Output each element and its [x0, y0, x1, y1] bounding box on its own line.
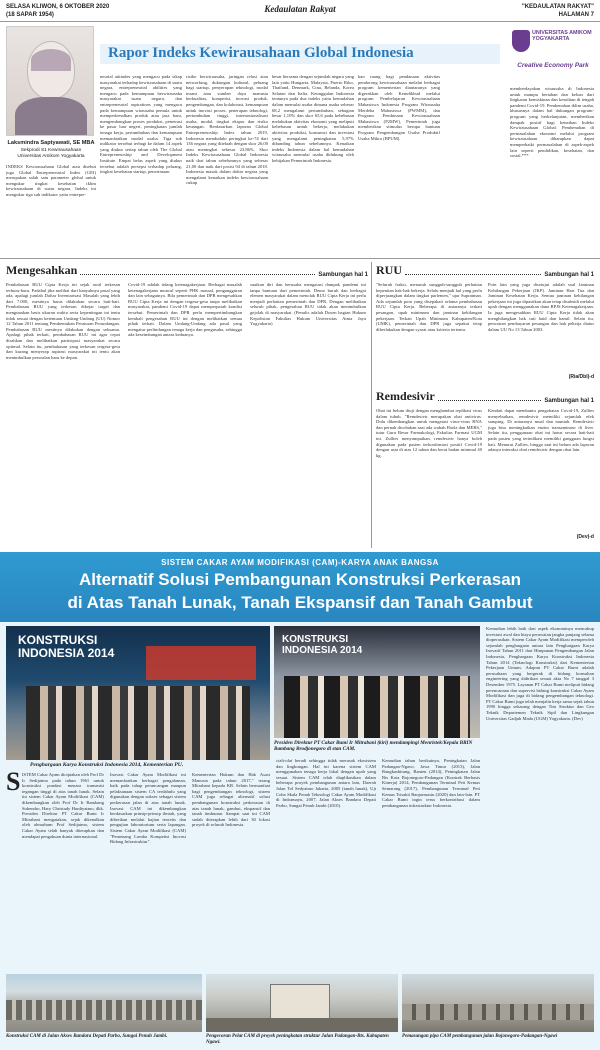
- slogan: "KEDAULATAN RAKYAT": [521, 4, 594, 10]
- title-leader: [405, 274, 541, 275]
- remdesivir-title: Remdesivir: [376, 389, 435, 403]
- author-role-1: Sekprodi S1 Kewirausahaan: [20, 148, 82, 153]
- site-caption-3: Pemasangan pipa CAM pembangunan jalan Bojonegoro-Padangan-Ngawi: [402, 1034, 558, 1039]
- site-photo-2: [206, 974, 398, 1032]
- ruu-header: [376, 262, 594, 278]
- left-article-header: [6, 262, 368, 278]
- title-leader: [80, 274, 315, 275]
- left-col-1: Pembahasan RUU Cipta Kerja ini sejak awal terkesan terburu-buru. Padahal jika melihat dari banyaknya pasal yang ada, apalagi jumlah Daftar Inventarisasi Masalah yang lebih dari 7.000, mestinya harus dilakukan secara hati-hati. Pembahasan RUU yang terkesan dikejar target dan mengunakan basis ukuran waktu serta kepentingan ini tentu tidak sesuai dengan ketentuan Undang-Undang (UU) Nomor 12 Tahun 2011 tentang Pembentukan Peraturan Perundangan. Pembahasan RUU mestinya dilakukan dengan seksama. Apalagi pihak terkait, pembahasan RUU ini agar cepat disahkan dan melibatkan partisipasi masyarakat secara optimal. Selain itu, pembahasan yang terkesan tergesa-gesa dan kurang menyerap aspirasi masyarakat ini tentu akan menimbulkan persoalan baru ke depan.: [6, 282, 120, 360]
- cam-col-5: Kemudian tahun berikutnya, Peningkatan Jalan Padangan-Ngawi, Jawa Timur (2013), Jalan Rangkasbitung, Banten (2014), Peningkatan Jalan Bts Kota Bojonegoro-Padangan (Kontrak Berbasis Kinerja) 2014, Pembangunan Terminal Peti Kemas Semarang (2017), Pembangunan Terminal Peti Kemas Trisakti Banjarmasin (2020) dan lain-lain. PT Cakar Bumi ingin terus berkontribusi dalam pembangunan infrastruktur Indonesia.: [382, 758, 480, 808]
- ruu-article: [376, 262, 594, 382]
- site-caption-1: Konstruksi CAM di Jalan Akses Bandara Depati Parbo, Sungai Penuh Jambi.: [6, 1034, 168, 1039]
- cam-col-3: Kementerian Hukum dan Hak Asasi Manusia pada tahun 2017," terang Mitrabani kepada KR. Selain bermanfaat bagi pengembangan teknologi, sistem CAM juga sebagai alternatif solusi pembangunan konstruksi perkerasan di atas tanah lunak, gambut, ekspansif dan tanah timbunan. Sampai saat ini CAM sudah diterapkan lebih dari 30 lokasi proyek di seluruh Indonesia.: [192, 772, 270, 828]
- dropcap: S: [6, 767, 21, 796]
- author-role: [4, 148, 98, 160]
- page-number: HALAMAN 7: [558, 12, 594, 18]
- ruu-tag: (Ria/Dbl)-d: [568, 374, 594, 380]
- remdesivir-col-2: Kendati dapat membantu pengobatan Covid-19, Zullies menyebutkan, remdesivir memiliki sejumlah efek samping. Di antaranya mual dan muntah. Remdesivir juga bisa meningkatkan enzim transaminase di liver. Selain itu, penggunaan obat ini harus secara hati-hati pada pasien yang terindikasi memiliki gangguan fungsi hati. Menurut Zullies, hingga saat ini belum ada laporan adanya interaksi obat remdesivir dengan obat lain.: [488, 408, 594, 453]
- remdesivir-header: [376, 388, 594, 404]
- top-col-3: besar bersama dengan sejumlah negara yang lain yaitu Hungaria, Malaysia, Puerto Riko, Thailand, Denmark, Cina, Belanda, Korea Selatan dan Italia. Keunggulan Indonesia tentunya pada dua indeks yaitu kemudahan dalam memulai usaha dimana usaha sebesar 68,2 mengalami pertumbuhan, sebagian besar 1,10% dan skor 65,6 pada kebebasan melakukan aktivitas ekonomi yang meliputi kebebasan untuk bekerja, melakukan aktivitas produksi, konsumsi dan investasi yang mengalami peningkatan 5,97% dibanding tahun sebelumnya. Kenaikan indeks Indonesia dalam hal kemudahan wirausaha memulai usaha didukung oleh kebijakan Pemerintah Indonesia.: [272, 74, 354, 163]
- cam-col-4: ciali-olat beradi sehingga tidak merusak ekosistem dan lingkungan. Hal ini karena sistem CAM menggunakan tenaga kerja lokal dengan upah yang sesuai. Sistem CAM telah diaplikasikan dalam beberapa proyek pembangunan antara lain, Daerah Jalan Tol Sedyatmo Jakarta, 2005 (tanah lunak), Uji Coba Skala Penuh Teknologi Cakar Ayam Modifikasi di Indramayu, 2007, Jalan Akses Bandara Depati Parbo, Sungai Penuh Jambi (2010).: [276, 758, 376, 808]
- author-role-2: Universitas Amikom Yogyakarta: [17, 154, 85, 159]
- author-name: Laksmindra Saptyawati, SE MBA: [7, 140, 95, 146]
- masthead: Kedaulatan Rakyat: [264, 4, 336, 14]
- cam-col-1: ISTEM Cakar Ayam diciptakan oleh Prof Dr Ir Sedijatmo pada tahun 1961 untuk konstruksi pondasi menara transmisi tegangan tinggi di atas tanah lunak. Selain itu sistem Cakar Ayam Modifikasi (CAM) dikembangkan oleh Prof Dr Ir Bambang Suhendro, Hary Christady Hardiyatmo, dkk. Presiden Direktur PT Cakar Bumi Ir Mitrabani mengatakan, sejak dikenalkan oleh almarhum Prof Sedijatmo, sistem Cakar Ayam telah banyak diterapkan dan mendapat pengakuan dunia internasional.: [22, 772, 104, 839]
- logo-name: UNIVERSITAS AMIKOM YOGYAKARTA: [532, 30, 592, 43]
- booth-photo: [274, 626, 480, 738]
- left-article-title: Mengesahkan: [6, 263, 78, 277]
- date-line-1: SELASA KLIWON, 6 OKTOBER 2020: [6, 4, 110, 10]
- top-col-1: neurial attitudes yang mengacu pada sikap masyarakat terhadap kewirausahaan di suatu negara, entrepreneurial abilities yang mengacu pada kemampuan berwirausaha masyarakat suatu negara, dan entrepreneurial aspirations yang mengacu pada kemampuan wirausaha pemula untuk memperkenalkan produk atau jasa baru, mengembangkan proses produksi, penetrasi ke pasar luar negeri, peningkatan jumlah tenaga kerja, pertumbuhan dan kemampuan memanfaatkan modal usaha. Tiga sub indikator tersebut terbagi ke dalam 14 aspek yang diukur setiap tahun oleh The Global Entrepreneurship and Development Institute. Empat belas aspek yang diukur tersebut adalah persepsi terhadap peluang, tingkat kesehatan startup, penerimaan: [100, 74, 182, 175]
- logo-emblem-icon: [512, 30, 530, 52]
- booth-banner: KONSTRUKSI INDONESIA 2014: [282, 634, 363, 656]
- booth-caption: Presiden Direktur PT Cakar Bumi Ir Mitrabani (kiri) mendampingi Menristek/Kepala BRIN Bambang Brodjonegoro di stan CAM.: [274, 740, 473, 752]
- top-col-5: memberdayakan wirausaha di Indonesia untuk mampu bertahan dan keluar dari lingkaran kemiskinan dan kesulitan di tengah pandemi Covid-19. Pembenahan iklim usaha, khususnya dalam hal dukungan program-program yang berkelanjutan, memberikan dampak positif bagi kenaikan Indeks Kewirausahaan Global. Pembenahan di permasalahan ekonomi melalui program kewirausahaan diharapkan dapat memperbaiki permasalahan di aspek-aspek lain seperti pendidikan, kesehatan, dan sosial.***: [510, 86, 594, 159]
- cam-banner: [0, 552, 600, 622]
- site-photo-3: [402, 974, 594, 1032]
- left-article: [6, 262, 368, 548]
- cam-headline-1: Alternatif Solusi Pembangunan Konstruksi Perkerasan: [78, 570, 522, 589]
- site-photo-1: [6, 974, 202, 1032]
- ruu-title: RUU: [376, 263, 402, 277]
- amikom-logo: [510, 28, 596, 80]
- article-title: Rapor Indeks Kewirausahaan Global Indonesia: [108, 45, 414, 61]
- left-col-3: suaikan diri dan berusaha mengatasi dampak pandemi ini tanpa bantuan dari pemerintah. Demo buruh dan berbagai elemen masyarakat dalam menolak RUU Cipta Kerja ini perlu menjadi perhatian pemerintah dan DPR. Dengan melibatkan seluruh pihak, pengesahan RUU tidak akan menimbulkan gejolak di masyarakat. (Penulis adalah Dosen bagian Hukum Kepolisian Fakultas Hukum Universitas Atma Jaya Yogyakarta): [250, 282, 366, 327]
- ruu-sambungan: Sambungan hal 1: [544, 272, 594, 278]
- ruu-col-2: Poin lain yang juga disetujui adalah soal Jaminan Kehilangan Pekerjaan (JKP). Jaminan Hari Tua dan Jaminan Kesehatan Kerja. Semua jaminan kehilangan pekerjaan ini juga dipastikan akan tetap disubsidi melalui upah dengan menggunakan dana BPJS Ketenagakerjaan. Ia juga mengesahkan RUU Cipta Kerja tidak akan menghilangkan hak cuti haid dan hamil. Selain itu, pencairan pembayaran pesangon dan hak pekerja diatur dalam UU No 13 Tahun 2003.: [488, 282, 594, 332]
- remdesivir-tag: (Dev)-d: [576, 534, 594, 540]
- award-caption: Penghargaan Karya Konstruksi Indonesia 2014, Kementerian PU.: [30, 762, 184, 768]
- award-photo: [6, 626, 270, 760]
- top-col-4: kan ruang bagi pendanaan aktivitas pendorong kewirausahaan melalui berbagai program kementerian diantaranya yang digerakkan oleh Kemdikbud melalui program Pembelajaran Kewirausahaan Mahasiswa Indonesia Program Wirausaha Merdeka Mahasiswa (PWMM), dan Program Pembinaan Kewirausahaan Mahasiswa (P2MW), Pemerintah juga memberikan stimulus berupa bantuan Program Pengembangan Usaha Produktif Usaha Mikro (BPUM).: [358, 74, 440, 141]
- top-col-2: risiko berwirausaha, jaringan relasi atau networking, dukungan kultural, peluang bagi startup, penyerapan teknologi, modal insani atau sumber daya manusia berkualitas, kompetisi, inovasi produk, pengembangan, dan kolaborasi, kemampuan untuk inovasi proses, penerapan teknologi, pertumbuhan tinggi, internasionalisasi usaha, modal, tingkat ekspor dan risiko keuangan. Berdasarkan laporan Global Entrepreneurship Index tahun 2019, Indonesia menduduki peringkat ke-74 dari 136 negara yang ditelaah dengan skor 26,00 atau meningkat sebesar 23,86%. Skor Indeks Kewirausahaan Global Indonesia naik dari tahun sebelumnya yang sebesar 21,00 dan naik dari posisi 94 di tahun 2018. Indonesia masuk dalam daftar negara yang mengalami kenaikan indeks kewirausahaan cukup: [186, 74, 268, 186]
- ruu-col-1: "Seluruh fraksi, menaruh sungguh-sungguh perhatian kepentian hak-hak bekerja. Selalu menjadi hal yang perlu diperjuangkan dalam tingkat parlemen," ujar Supratman. Ada sejumlah poin yang disepakati selama pembahasan RUU Cipta Kerja. Beberapa di antaranya terkait pesangon, upah minimum dan jaminan kehilangan pekerjaan. Terkait Upah Minimum Kabupaten/Kota (UMK), pemerintah dan DPR juga sepakat tetap diberlakukan dengan syarat atau kriteria tertentu.: [376, 282, 482, 332]
- site-caption-2: Pengecoran Pelat CAM di proyek peningkatan struktur Jalan Padangan-Bts. Kabupaten Ngawi.: [206, 1034, 389, 1045]
- page-info: [522, 3, 594, 19]
- cam-col-6: Kemudian lebih baik dari aspek ekonominya mencakup investasi awal dan biaya perawatan jangka panjang selama dioperasikan. Sistem Cakar Ayam Modifikasi memperoleh sejumlah penghargaan antara lain Penghargaan Karya Inovatif Tahun 2011 dari Himpunan Pengembangan Jalan Indonesia, Penghargaan Karya Konstruksi Indonesia Tahun 2014 (Teknologi Konstruksi) dari Kementerian Pekerjaan Umum. Adapun PT Cakar Bumi adalah perusahaan yang bergerak di bidang konsultan engineering yang didirikan sesuai akta No 7 tanggal 3 Desember 1975. Layanan PT Cakar Bumi meliputi bidang perencanaan dan supervisi bidang konstruksi Cakar Ayam Modifikasi dan juga di bidang pengembangan teknologi. PT Cakar Bumi juga telah menjalin kerja sama sejak tahun 1990 hingga sekarang dengan Tim Struktur dan Geo Teknik Departemen Teknik Sipil dan Lingkungan Universitas Gadjah Mada (UGM) Yogyakarta. (Dev): [486, 626, 594, 721]
- lede-text: INDEKS Kewirausahaan Global atau disebut juga Global Entrepreneurial Index (GEI) merupakan salah satu parameter global untuk mengukur tingkat kesehatan iklim kewirausahaan di suatu negara. Indeks ini mengukur tiga sub indikator yaitu entrepre-: [6, 164, 96, 197]
- remdesivir-article: [376, 388, 594, 548]
- left-article-sambungan: Sambungan hal 1: [318, 272, 368, 278]
- author-photo: [6, 26, 94, 136]
- konstruksi-banner: KONSTRUKSI INDONESIA 2014: [18, 633, 115, 660]
- cam-col-2: Inovasi Cakar Ayam Modifikasi ini memanfaatkan berbagai pengalaman, baik pada tahap perancangan maupun pelaksanaan sistem CA terdahulu yang digunakan dengan sukses sebagai sistem perkerasan jalan di atas tanah lunak. Inovasi CAM ini dikembangkan berdasarkan prinsip-prinsip ilmiah, yang diberikan melalui kajian teoretis dan pengujian laboratorium serta lapangan. Sistem Cakar Ayam Modifikasi (CAM) "Pemenang Lomba Kompetisi Inovasi Bidang Infrastruktur".: [110, 772, 186, 845]
- cam-body: [0, 622, 600, 1050]
- date-line-2: (18 SAPAR 1954): [6, 12, 54, 18]
- divider-top: [0, 258, 600, 259]
- cam-headline-2: di Atas Tanah Lunak, Tanah Ekspansif dan Tanah Gambut: [67, 593, 533, 612]
- top-article: [0, 24, 600, 256]
- page-header: [0, 0, 600, 22]
- title-leader: [438, 400, 542, 401]
- vertical-divider: [371, 262, 372, 548]
- date-block: [6, 3, 109, 19]
- remdesivir-sambungan: Sambungan hal 1: [544, 398, 594, 404]
- remdesivir-col-1: Obat ini belum diuji dengan menghambat replikasi virus dalam tubuh. "Remdesivir merupakan obat antivirus. Dulu dikembangkan untuk mengatasi virus-virus RNA dan pernah dicobakan saat ada wabah Ebola dan MERS," tutur Guru Besar Farmakologi, Fakultas Farmasi UGM ini. Zullies menyampaikan, remdesivir hanya boleh digunakan pada pasien terkonfirmasi positif Covid-19 dengan usia di atas 12 tahun dan berat badan minimal 40 kg.: [376, 408, 482, 458]
- left-col-2: Covid-19 adalah tidang ketenagakerjaan. Berbagai masalah ketenagakerjaan muncul seperti PHK massal, pengangguran dan lain sebagainya. Bila pemerintah dan DPR mengesahkan RUU Cipta Kerja ini dengan tergesa-gesa tanpa melibatkan masyarakat, pandemi Covid-19 dapat memperparah kondisi tersebut. Pemerintah dan DPR perlu mempertimbangkan kembali pengesahan RUU ini dengan melibatkan semua pihak terkait. Dalam Undang-Undang ada pasal yang mengatur perlindungan tenaga kerja dan pengusaha, sehingga ada keseimbangan antara keduanya.: [128, 282, 242, 338]
- cam-kicker: SISTEM CAKAR AYAM MODIFIKASI (CAM)-KARYA ANAK BANGSA: [161, 558, 439, 567]
- logo-tagline: Creative Economy Park: [517, 62, 589, 69]
